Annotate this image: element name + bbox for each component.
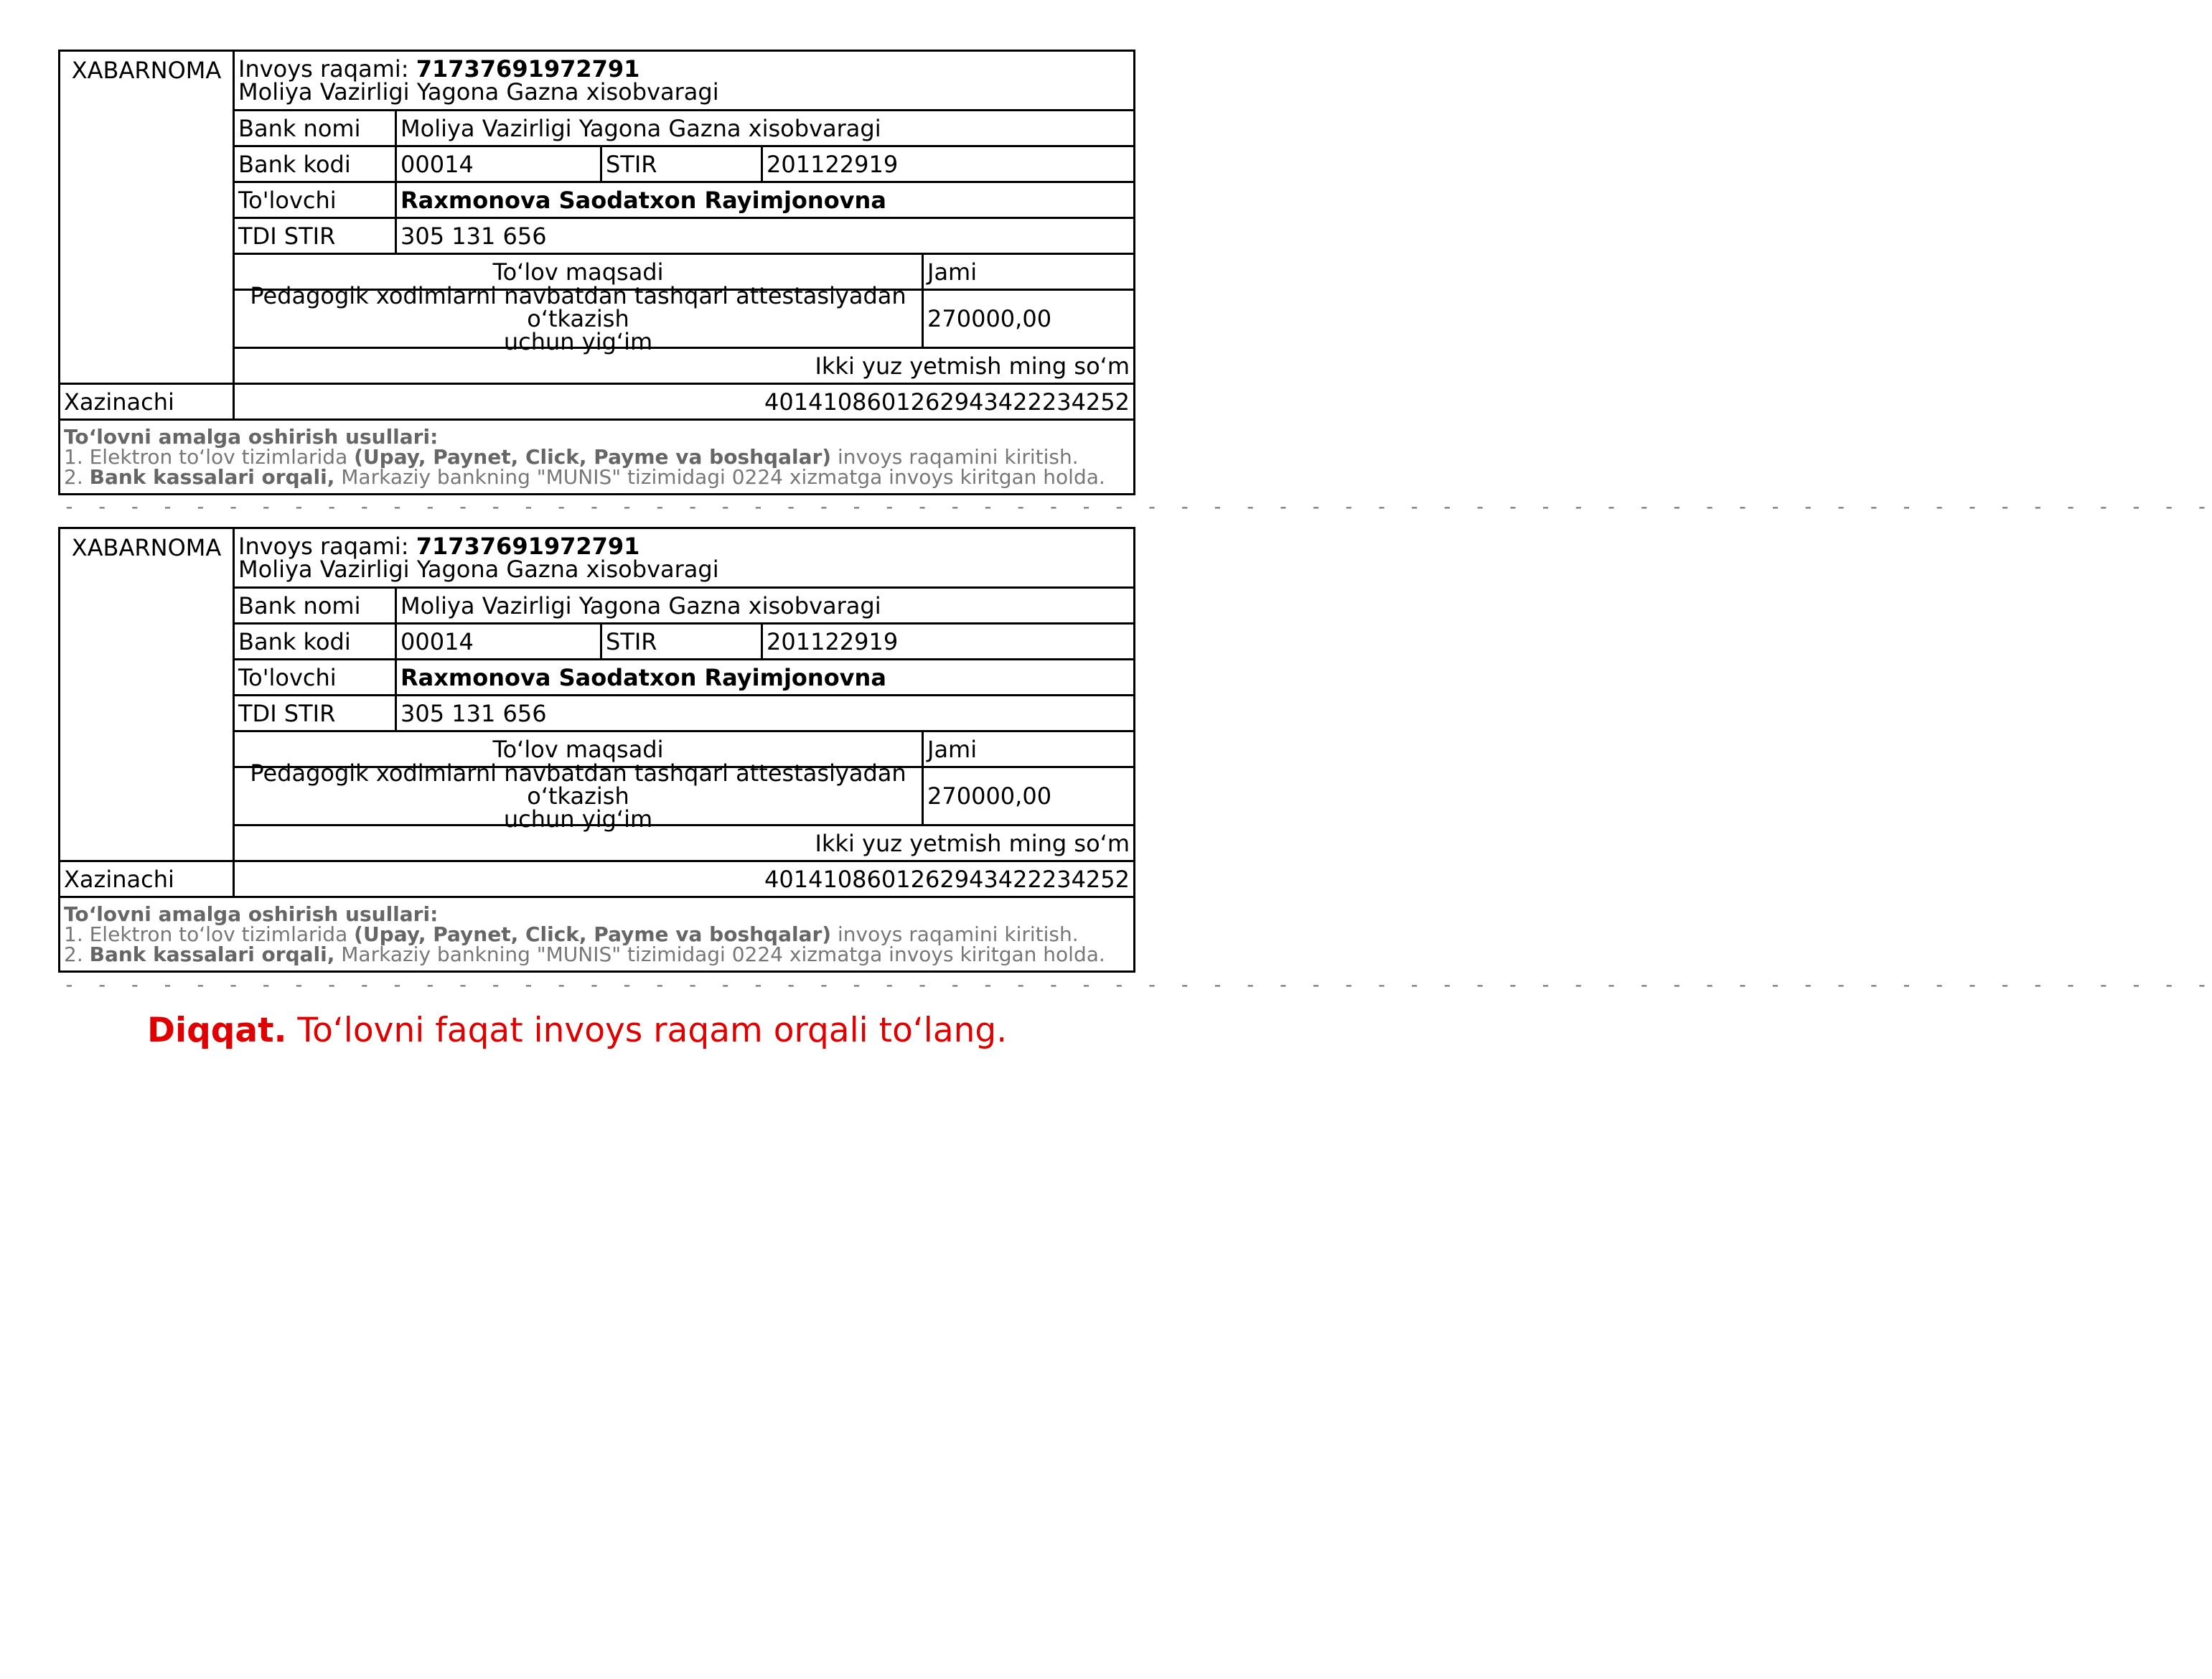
payment-notice-1 (58, 50, 1135, 495)
stir-value: 201122919 (761, 622, 1133, 658)
notice-grid (60, 52, 1133, 493)
bank-name-value: Moliya Vazirligi Yagona Gazna xisobvaragi (395, 109, 1133, 145)
purpose-text (233, 282, 922, 355)
method-2-suffix: Markaziy bankning "MUNIS" tizimidagi 0224 xizmatga invoys kiritgan holda. (334, 942, 1105, 966)
method-2-bank: Bank kassalari orqali, (89, 464, 335, 489)
method-1-prefix: 1. Elektron to‘lov tizimlarida (64, 922, 355, 946)
purpose-line-2: uchun yig‘im (503, 805, 653, 833)
invoice-label: Invoys raqami: (238, 533, 409, 560)
stir-label: STIR (600, 622, 761, 658)
notice-grid (60, 529, 1133, 971)
payer-value: Raxmonova Saodatxon Rayimjonovna (395, 658, 1133, 694)
payment-method-2 (64, 464, 1105, 489)
payment-method-1 (64, 922, 1079, 946)
invoice-number: 71737691972791 (416, 533, 640, 560)
payment-method-2 (64, 942, 1105, 966)
payment-notice-2 (58, 527, 1135, 973)
method-2-suffix: Markaziy bankning "MUNIS" tizimidagi 0224 xizmatga invoys kiritgan holda. (334, 464, 1105, 489)
invoice-label: Invoys raqami: (238, 55, 409, 83)
stir-value: 201122919 (761, 145, 1133, 181)
payment-methods (60, 896, 1133, 971)
payment-warning (147, 1011, 1080, 1051)
purpose-line-1: Pedagogik xodimlarni navbatdan tashqari attestasiyadan o‘tkazish (250, 282, 906, 332)
cut-line: - - - - - - - - - - - - - - - - - - - - - - - - - - - - - - - - - - - - - - - - - - - - - - - - - - - - - - - - - - - - - - - - - - (63, 973, 2212, 996)
bank-code-label: Bank kodi (233, 145, 395, 181)
method-1-prefix: 1. Elektron to‘lov tizimlarida (64, 444, 355, 469)
purpose-line-1: Pedagogik xodimlarni navbatdan tashqari attestasiyadan o‘tkazish (250, 759, 906, 810)
payment-methods (60, 418, 1133, 493)
amount-in-words: Ikki yuz yetmish ming so‘m (233, 347, 1133, 383)
bank-name-label: Bank nomi (233, 109, 395, 145)
total-header: Jami (922, 730, 1133, 766)
treasurer-label: Xazinachi (60, 860, 233, 896)
method-1-systems: (Upay, Paynet, Click, Payme va boshqalar) (354, 444, 832, 469)
invoice-block (233, 529, 1133, 586)
tdi-stir-label: TDI STIR (233, 217, 395, 253)
account-number: 40141086012629434222342​52 (233, 860, 1133, 896)
total-value: 270000,00 (922, 766, 1133, 824)
payment-method-1 (64, 444, 1079, 469)
tdi-stir-value: 305 131 656 (395, 217, 1133, 253)
warning-title: Diqqat. (147, 1011, 287, 1050)
bank-name-value: Moliya Vazirligi Yagona Gazna xisobvaragi (395, 586, 1133, 622)
bank-code-label: Bank kodi (233, 622, 395, 658)
amount-in-words: Ikki yuz yetmish ming so‘m (233, 824, 1133, 860)
recipient: Moliya Vazirligi Yagona Gazna xisobvaragi (238, 78, 719, 106)
recipient: Moliya Vazirligi Yagona Gazna xisobvaragi (238, 556, 719, 583)
treasurer-label: Xazinachi (60, 383, 233, 418)
payment-methods-title: To‘lovni amalga oshirish usullari: (64, 902, 439, 926)
method-1-systems: (Upay, Paynet, Click, Payme va boshqalar) (354, 922, 832, 946)
bank-code-value: 00014 (395, 622, 600, 658)
invoice-block (233, 52, 1133, 109)
method-1-suffix: invoys raqamini kiritish. (831, 922, 1079, 946)
stir-label: STIR (600, 145, 761, 181)
bank-name-label: Bank nomi (233, 586, 395, 622)
method-2-prefix: 2. (64, 942, 90, 966)
notice-header-label: XABARNOMA (71, 57, 222, 84)
tdi-stir-label: TDI STIR (233, 694, 395, 730)
invoice-number: 71737691972791 (416, 55, 640, 83)
invoice-line (238, 55, 640, 83)
payment-methods-title: To‘lovni amalga oshirish usullari: (64, 424, 439, 449)
method-1-suffix: invoys raqamini kiritish. (831, 444, 1079, 469)
method-2-prefix: 2. (64, 464, 90, 489)
payer-label: To'lovchi (233, 181, 395, 217)
payer-label: To'lovchi (233, 658, 395, 694)
total-header: Jami (922, 253, 1133, 289)
bank-code-value: 00014 (395, 145, 600, 181)
total-value: 270000,00 (922, 289, 1133, 347)
invoice-line (238, 535, 639, 558)
purpose-header: To‘lov maqsadi (233, 730, 922, 766)
cut-line: - - - - - - - - - - - - - - - - - - - - - - - - - - - - - - - - - - - - - - - - - - - - - - - - - - - - - - - - - - - - - - - - - - (63, 495, 2212, 518)
purpose-header: To‘lov maqsadi (233, 253, 922, 289)
purpose-line-2: uchun yig‘im (503, 328, 653, 355)
payer-value: Raxmonova Saodatxon Rayimjonovna (395, 181, 1133, 217)
notice-header-label: XABARNOMA (71, 534, 222, 561)
method-2-bank: Bank kassalari orqali, (89, 942, 335, 966)
tdi-stir-value: 305 131 656 (395, 694, 1133, 730)
warning-text: To‘lovni faqat invoys raqam orqali to‘lang. (286, 1011, 1008, 1050)
account-number: 40141086012629434222342​52 (233, 383, 1133, 418)
purpose-text (233, 759, 922, 833)
